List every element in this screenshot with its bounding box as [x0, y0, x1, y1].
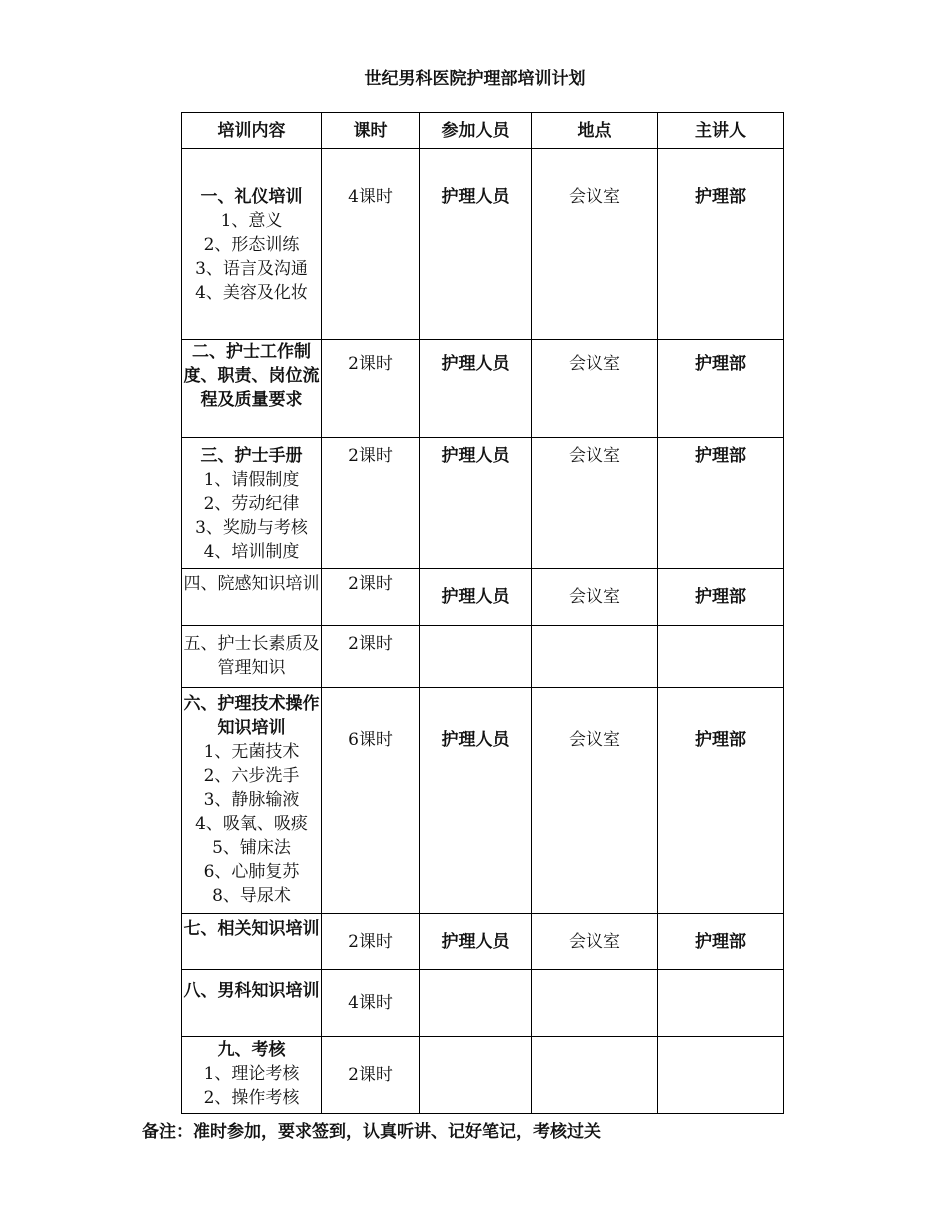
training-content-title: 四、院感知识培训: [183, 574, 320, 594]
location-cell: 会议室: [532, 688, 658, 914]
lecturer-cell: 护理部: [658, 688, 784, 914]
training-content-title: 七、相关知识培训: [183, 919, 320, 939]
training-plan-table: [181, 112, 784, 1114]
hours-cell: 2课时: [322, 438, 420, 569]
participants-cell: [420, 626, 532, 688]
lecturer-cell: [658, 626, 784, 688]
participants-cell: 护理人员: [420, 149, 532, 340]
training-sub-item: 2、操作考核: [203, 1088, 300, 1108]
table-row: [182, 1037, 784, 1114]
lecturer-cell: [658, 1037, 784, 1114]
training-sub-item: 3、语言及沟通: [195, 259, 308, 279]
hours-cell: 2课时: [322, 914, 420, 970]
participants-cell: 护理人员: [420, 569, 532, 626]
hours-cell: 2课时: [322, 1037, 420, 1114]
location-cell: 会议室: [532, 438, 658, 569]
participants-cell: [420, 1037, 532, 1114]
location-cell: [532, 970, 658, 1037]
hours-cell: 2课时: [322, 569, 420, 626]
location-cell: 会议室: [532, 569, 658, 626]
hours-cell: 6课时: [322, 688, 420, 914]
hours-cell: 4课时: [322, 970, 420, 1037]
training-sub-item: 1、请假制度: [203, 470, 300, 490]
header-lecturer: 主讲人: [658, 113, 784, 149]
training-sub-item: 5、铺床法: [212, 838, 291, 858]
training-content-title: 一、礼仪培训: [200, 187, 303, 207]
participants-cell: 护理人员: [420, 914, 532, 970]
training-sub-item: 1、无菌技术: [203, 742, 300, 762]
lecturer-cell: 护理部: [658, 569, 784, 626]
remark-note: 备注：准时参加，要求签到，认真听讲、记好笔记，考核过关: [142, 1122, 601, 1142]
location-cell: 会议室: [532, 149, 658, 340]
table-body: [182, 149, 784, 1114]
training-content-cell: [182, 688, 322, 914]
table-row: [182, 438, 784, 569]
training-content-cell: [182, 914, 322, 970]
lecturer-cell: 护理部: [658, 149, 784, 340]
training-content-cell: [182, 149, 322, 340]
training-sub-item: 3、奖励与考核: [195, 518, 308, 538]
lecturer-cell: [658, 970, 784, 1037]
training-sub-item: 2、形态训练: [203, 235, 300, 255]
training-sub-item: 6、心肺复苏: [203, 862, 300, 882]
header-participants: 参加人员: [420, 113, 532, 149]
training-sub-item: 1、意义: [220, 211, 283, 231]
table-row: [182, 149, 784, 340]
training-sub-item: 4、美容及化妆: [195, 283, 308, 303]
training-sub-item: 4、吸氧、吸痰: [195, 814, 308, 834]
participants-cell: 护理人员: [420, 340, 532, 438]
training-sub-item: 2、劳动纪律: [203, 494, 300, 514]
table-row: [182, 340, 784, 438]
training-sub-item: 4、培训制度: [203, 542, 300, 562]
training-content-cell: [182, 438, 322, 569]
training-content-cell: [182, 340, 322, 438]
training-content-title: 三、护士手册: [200, 446, 303, 466]
training-content-cell: [182, 1037, 322, 1114]
table-row: [182, 914, 784, 970]
table-row: [182, 970, 784, 1037]
training-content-cell: [182, 970, 322, 1037]
table-row: [182, 688, 784, 914]
training-content-title: 六、护理技术操作知识培训: [183, 694, 320, 738]
location-cell: 会议室: [532, 340, 658, 438]
training-content-cell: [182, 626, 322, 688]
lecturer-cell: 护理部: [658, 340, 784, 438]
location-cell: [532, 1037, 658, 1114]
hours-cell: 2课时: [322, 626, 420, 688]
table-row: [182, 626, 784, 688]
page-title: 世纪男科医院护理部培训计划: [364, 69, 586, 89]
table-row: [182, 569, 784, 626]
training-sub-item: 3、静脉输液: [203, 790, 300, 810]
training-content-title: 九、考核: [217, 1040, 286, 1060]
training-sub-item: 2、六步洗手: [203, 766, 300, 786]
training-content-cell: [182, 569, 322, 626]
header-content: 培训内容: [182, 113, 322, 149]
participants-cell: 护理人员: [420, 688, 532, 914]
location-cell: [532, 626, 658, 688]
participants-cell: 护理人员: [420, 438, 532, 569]
hours-cell: 2课时: [322, 340, 420, 438]
training-content-title: 二、护士工作制度、职责、岗位流程及质量要求: [183, 342, 320, 410]
lecturer-cell: 护理部: [658, 438, 784, 569]
training-content-title: 五、护士长素质及管理知识: [183, 634, 320, 678]
training-sub-item: 8、导尿术: [212, 886, 291, 906]
table-header-row: [182, 113, 784, 149]
training-sub-item: 1、理论考核: [203, 1064, 300, 1084]
lecturer-cell: 护理部: [658, 914, 784, 970]
hours-cell: 4课时: [322, 149, 420, 340]
header-location: 地点: [532, 113, 658, 149]
training-content-title: 八、男科知识培训: [183, 981, 320, 1001]
participants-cell: [420, 970, 532, 1037]
header-hours: 课时: [322, 113, 420, 149]
location-cell: 会议室: [532, 914, 658, 970]
